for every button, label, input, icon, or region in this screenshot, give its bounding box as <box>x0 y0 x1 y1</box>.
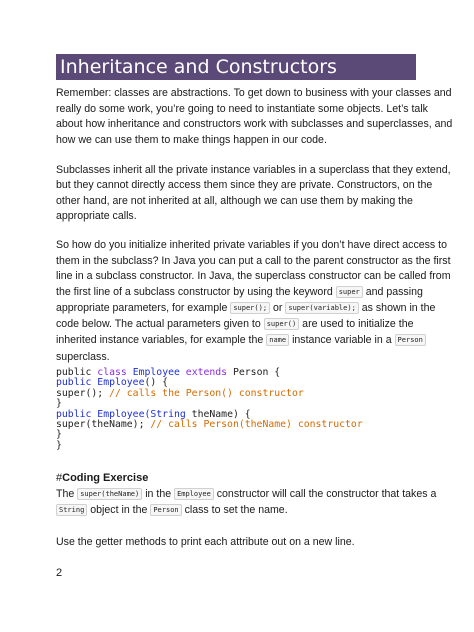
exercise-heading <box>56 472 148 484</box>
exercise-heading-text: Coding Exercise <box>62 472 149 484</box>
text-line <box>56 503 288 519</box>
text-line: but they cannot directly access them since they are private. Constructors, on the <box>56 179 433 191</box>
inline-code: Employee <box>174 488 214 500</box>
code-line: } <box>56 439 62 451</box>
inline-code: super <box>336 286 363 298</box>
text-line <box>56 317 413 333</box>
text-segment: The <box>56 488 75 500</box>
code-line: super(); // calls the Person() constructor <box>56 387 304 399</box>
text-segment: inherited instance variables, for example the <box>56 334 264 346</box>
code-line: public Employee() { <box>56 377 169 389</box>
inline-code: Person <box>150 504 181 516</box>
text-segment: and passing <box>365 286 423 298</box>
text-line: other hand, are not inherited at all, although we can use them by making the <box>56 195 413 207</box>
inline-code: super() <box>264 318 300 330</box>
text-segment: in the <box>145 488 172 500</box>
text-line: how we can use them to make things happen in our code. <box>56 134 327 146</box>
text-line: So how do you initialize inherited private variables if you don’t have direct access to <box>56 239 448 251</box>
text-line: line in a subclass constructor. In Java, the superclass constructor can be called from <box>56 270 451 282</box>
text-segment: are used to initialize the <box>302 318 414 330</box>
inline-code: super(); <box>230 302 270 314</box>
text-line <box>56 333 426 349</box>
code-block <box>56 368 363 451</box>
text-line: Subclasses inherit all the private instance variables in a superclass that they extend, <box>56 164 451 176</box>
page-title: Inheritance and Constructors <box>56 54 416 80</box>
text-line <box>56 487 436 503</box>
code-line: } <box>56 398 62 410</box>
text-line <box>56 301 435 317</box>
text-segment: instance variable in a <box>292 334 392 346</box>
text-line: about how inheritance and constructors work with subclasses and superclasses, and <box>56 118 453 130</box>
inline-code: name <box>266 334 289 346</box>
text-segment: code below. The actual parameters given to <box>56 318 261 330</box>
text-segment: as shown in the <box>361 302 436 314</box>
code-line: public class Employee extends Person { <box>56 367 281 378</box>
inline-code: super(variable); <box>285 302 358 314</box>
text-segment: object in the <box>90 504 148 516</box>
text-line <box>56 285 423 301</box>
text-line: really do some work, you’re going to need to instantiate some objects. Let’s talk <box>56 103 428 115</box>
text-segment: or <box>272 302 283 314</box>
text-segment: the first line of a subclass constructor by using the keyword <box>56 286 333 298</box>
inline-code: super(theName) <box>77 488 142 500</box>
text-segment: class to set the name. <box>184 504 288 516</box>
code-line: } <box>56 429 62 441</box>
page-number: 2 <box>56 567 63 579</box>
text-line: superclass. <box>56 351 110 363</box>
hash-mark: # <box>56 472 63 484</box>
code-line: public Employee(String theName) { <box>56 408 251 420</box>
text-line: appropriate calls. <box>56 210 137 222</box>
text-line: Remember: classes are abstractions. To get down to business with your classes and <box>56 87 452 99</box>
inline-code: String <box>56 504 87 516</box>
text-segment: appropriate parameters, for example <box>56 302 228 314</box>
code-line: super(theName); // calls Person(theName) constructor <box>56 419 363 431</box>
text-segment: constructor will call the constructor that takes a <box>216 488 437 500</box>
inline-code: Person <box>395 334 426 346</box>
text-line: them in the subclass? In Java you can put a call to the parent constructor as the first <box>56 255 451 267</box>
text-line: Use the getter methods to print each attribute out on a new line. <box>56 536 355 548</box>
